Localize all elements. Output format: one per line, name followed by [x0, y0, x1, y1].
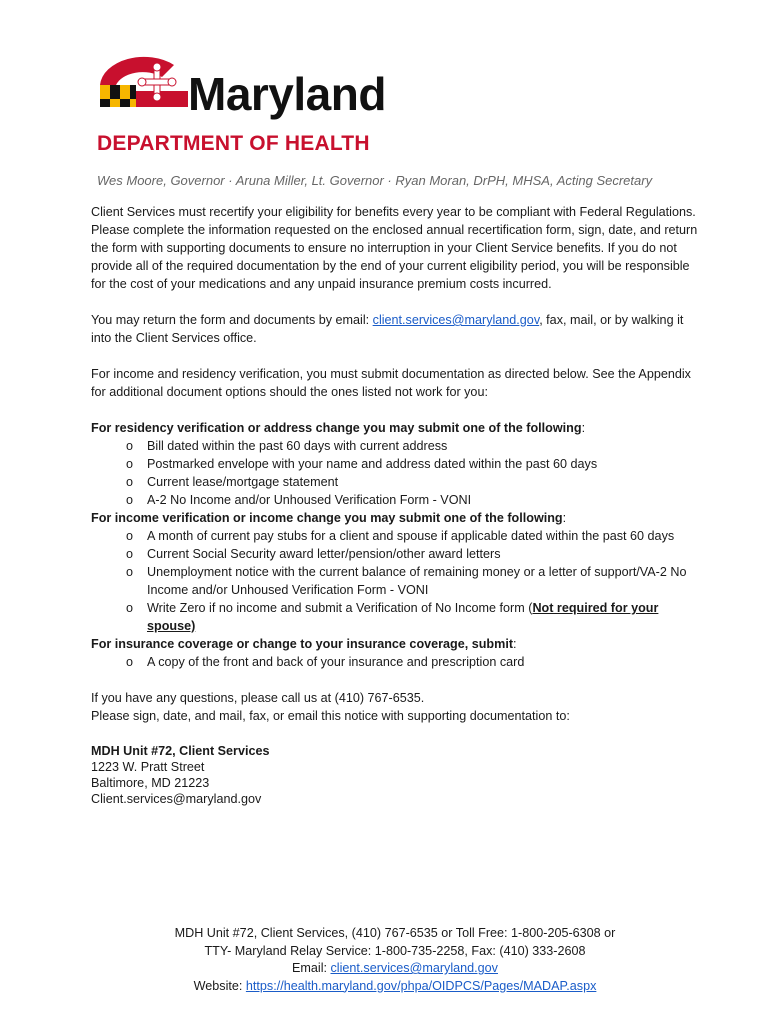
officials-line: Wes Moore, Governor · Aruna Miller, Lt. Governor · Ryan Moran, DrPH, MHSA, Acting Secretary: [97, 173, 653, 188]
footer: [60, 925, 730, 995]
list-item: [91, 599, 706, 635]
list-item: o Bill dated within the past 60 days with current address: [91, 437, 706, 455]
income-section: For income verification or income change you may submit one of the following: o A month of current pay stubs for a client and spouse if applicable dated within the past 60 days o Current Social Security award letter/pension/other award letters o Unemployment notice with the current balance of remaining money or a letter of support/VA-2 No Income and/or Unhoused Verification Form - VONI o Write Zero if no income and submit a Verification of No Income form (Not required for your spouse): [91, 509, 706, 635]
return-paragraph: [91, 311, 706, 347]
residency-heading: For residency verification or address change you may submit one of the following: [91, 421, 582, 435]
address-street: 1223 W. Pratt Street: [91, 760, 205, 774]
return-suffix: , fax, mail, or by walking it into the Client Services office.: [91, 313, 684, 345]
footer-line-1: MDH Unit #72, Client Services, (410) 767-6535 or Toll Free: 1-800-205-6308 or: [174, 926, 616, 940]
letter-body: [91, 203, 706, 807]
footer-line-2: TTY- Maryland Relay Service: 1-800-735-2258, Fax: (410) 333-2608: [204, 943, 586, 958]
spouse-note: Not required for your spouse): [147, 601, 659, 633]
list-item: o A copy of the front and back of your insurance and prescription card: [91, 653, 706, 671]
mailing-address: [91, 743, 706, 807]
verification-paragraph: For income and residency verification, you must submit documentation as directed below. See the Appendix for additional document options should the ones listed not work for you:: [91, 367, 691, 399]
insurance-section: For insurance coverage or change to your insurance coverage, submit: o A copy of the front and back of your insurance and prescription card: [91, 635, 706, 671]
brand-name: Maryland: [188, 68, 386, 120]
address-name: MDH Unit #72, Client Services: [91, 744, 270, 758]
list-item: o Current Social Security award letter/pension/other award letters: [91, 545, 706, 563]
footer-website-link[interactable]: https://health.maryland.gov/phpa/OIDPCS/Pages/MADAP.aspx: [245, 978, 597, 993]
closing-paragraph: [91, 689, 706, 725]
insurance-heading: For insurance coverage or change to your insurance coverage, submit: [91, 637, 514, 651]
address-city: Baltimore, MD 21223: [91, 776, 210, 790]
closing-line-2: Please sign, date, and mail, fax, or email this notice with supporting documentation to:: [91, 709, 570, 723]
return-prefix: You may return the form and documents by email:: [91, 313, 373, 327]
footer-website-line: [60, 978, 730, 996]
list-item: o A month of current pay stubs for a client and spouse if applicable dated within the past 60 days: [91, 527, 706, 545]
address-email: Client.services@maryland.gov: [91, 792, 262, 806]
return-email-link[interactable]: client.services@maryland.gov: [372, 313, 540, 327]
list-item: o Unemployment notice with the current balance of remaining money or a letter of support/VA-2 No Income and/or Unhoused Verification Form - VONI: [91, 563, 706, 599]
zero-income-text: Write Zero if no income and submit a Verification of No Income form (: [147, 601, 533, 615]
residency-section: For residency verification or address change you may submit one of the following: o Bill dated within the past 60 days with current address o Postmarked envelope with your name and address dated within the past 60 days o Current lease/mortgage statement o A-2 No Income and/or Unhoused Verification Form - VONI: [91, 419, 706, 509]
department-title: DEPARTMENT OF HEALTH: [97, 132, 370, 155]
list-item: o Postmarked envelope with your name and address dated within the past 60 days: [91, 455, 706, 473]
list-item: o Current lease/mortgage statement: [91, 473, 706, 491]
income-heading: For income verification or income change you may submit one of the following: [91, 511, 563, 525]
list-item: o A-2 No Income and/or Unhoused Verification Form - VONI: [91, 491, 706, 509]
maryland-flag-icon: [96, 55, 192, 111]
footer-email-label: Email:: [292, 961, 331, 975]
closing-line-1: If you have any questions, please call us at (410) 767-6535.: [91, 691, 425, 705]
intro-paragraph: Client Services must recertify your eligibility for benefits every year to be compliant with Federal Regulations. Please complete the information requested on the enclosed annual recertification form, sign, date, and return the form with supporting documents to ensure no interruption in your Client Service benefits. If you do not provide all of the required documentation by the end of your current eligibility period, you will be responsible for the cost of your medications and any unpaid insurance premium costs incurred.: [91, 205, 698, 291]
footer-email-link[interactable]: client.services@maryland.gov: [330, 961, 498, 975]
footer-email-line: [60, 960, 730, 978]
footer-website-label: Website:: [193, 978, 246, 993]
